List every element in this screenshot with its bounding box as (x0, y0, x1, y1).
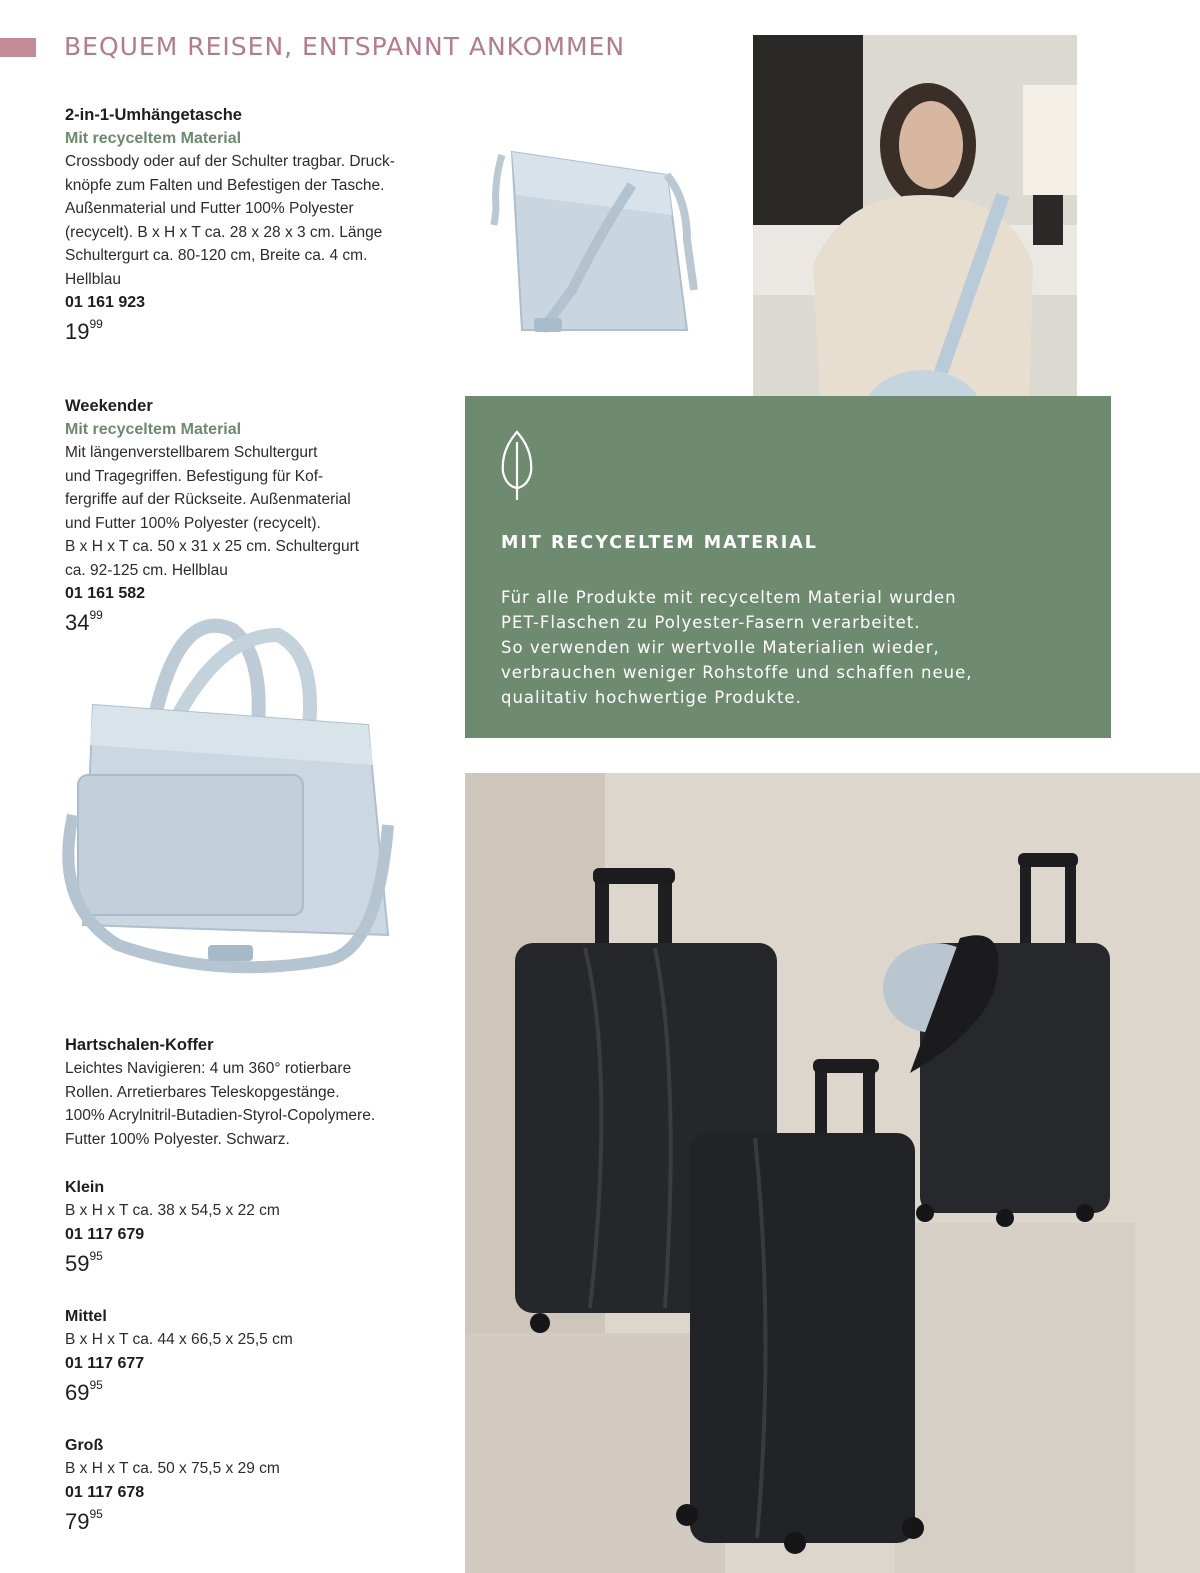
price: $69^{95}$ (65, 1377, 103, 1405)
product-description: Crossbody oder auf der Schulter tragbar. Druck- knöpfe zum Falten und Befestigen der Tasche. Außenmaterial und Futter 100% Polyester (recycelt). B x H x T ca. 28 x 28 x 3 cm. Länge Schultergurt ca. 80-120 cm, Breite ca. 4 cm. Hellblau (65, 153, 395, 288)
price: $19^{99}$ (65, 317, 103, 344)
variant-mittel (65, 1305, 455, 1408)
product-name: 2-in-1-Umhängetasche (65, 106, 242, 124)
variant-dims: B x H x T ca. 44 x 66,5 x 25,5 cm (65, 1331, 293, 1348)
variant-size: Groß (65, 1437, 104, 1454)
leaf-icon (497, 428, 537, 503)
product-name: Hartschalen-Koffer (65, 1036, 214, 1054)
article-number: 01 117 679 (65, 1225, 145, 1243)
header-accent-bar (0, 38, 36, 57)
product-subtitle: Mit recyceltem Material (65, 130, 242, 147)
product-crossbody-bag (65, 104, 455, 347)
product-hardshell-suitcase (65, 1034, 455, 1151)
variant-klein (65, 1176, 455, 1279)
suitcases-photo (465, 773, 1200, 1573)
info-text: Für alle Produkte mit recyceltem Material wurden PET-Flaschen zu Polyester-Fasern verarbeitet. So verwenden wir wertvolle Materialien wieder, verbrauchen weniger Rohstoffe und schaffen neue, qualitativ hochwertige Produkte. (501, 588, 973, 707)
product-description: Leichtes Navigieren: 4 um 360° rotierbare Rollen. Arretierbares Teleskopgestänge. 100% Acrylnitril-Butadien-Styrol-Copolymere. Futter 100% Polyester. Schwarz. (65, 1060, 376, 1148)
price: $59^{95}$ (65, 1248, 103, 1276)
variant-size: Mittel (65, 1308, 107, 1325)
variant-gross (65, 1434, 455, 1537)
variant-dims: B x H x T ca. 50 x 75,5 x 29 cm (65, 1460, 280, 1477)
info-title: MIT RECYCELTEM MATERIAL (501, 533, 818, 553)
article-number: 01 117 677 (65, 1354, 145, 1372)
variant-dims: B x H x T ca. 38 x 54,5 x 22 cm (65, 1202, 280, 1219)
weekender-bag-image (58, 615, 398, 1000)
product-description: Mit längenverstellbarem Schultergurt und Tragegriffen. Befestigung für Kof- fergriffe auf der Rückseite. Außenmaterial und Futter 100% Polyester (recycelt). B x H x T ca. 50 x 31 x 25 cm. Schultergurt ca. 92-125 cm. Hellblau (65, 444, 360, 579)
crossbody-bag-image (482, 140, 722, 360)
article-number: 01 117 678 (65, 1483, 145, 1501)
variant-size: Klein (65, 1179, 105, 1196)
recycled-material-info-box (465, 396, 1111, 738)
product-weekender (65, 395, 455, 638)
page-title: BEQUEM REISEN, ENTSPANNT ANKOMMEN (64, 32, 626, 61)
product-subtitle: Mit recyceltem Material (65, 421, 242, 438)
price: $79^{95}$ (65, 1506, 103, 1534)
article-number: 01 161 582 (65, 585, 146, 602)
product-name: Weekender (65, 397, 153, 415)
price: $34^{99}$ (65, 608, 103, 635)
article-number: 01 161 923 (65, 294, 146, 311)
